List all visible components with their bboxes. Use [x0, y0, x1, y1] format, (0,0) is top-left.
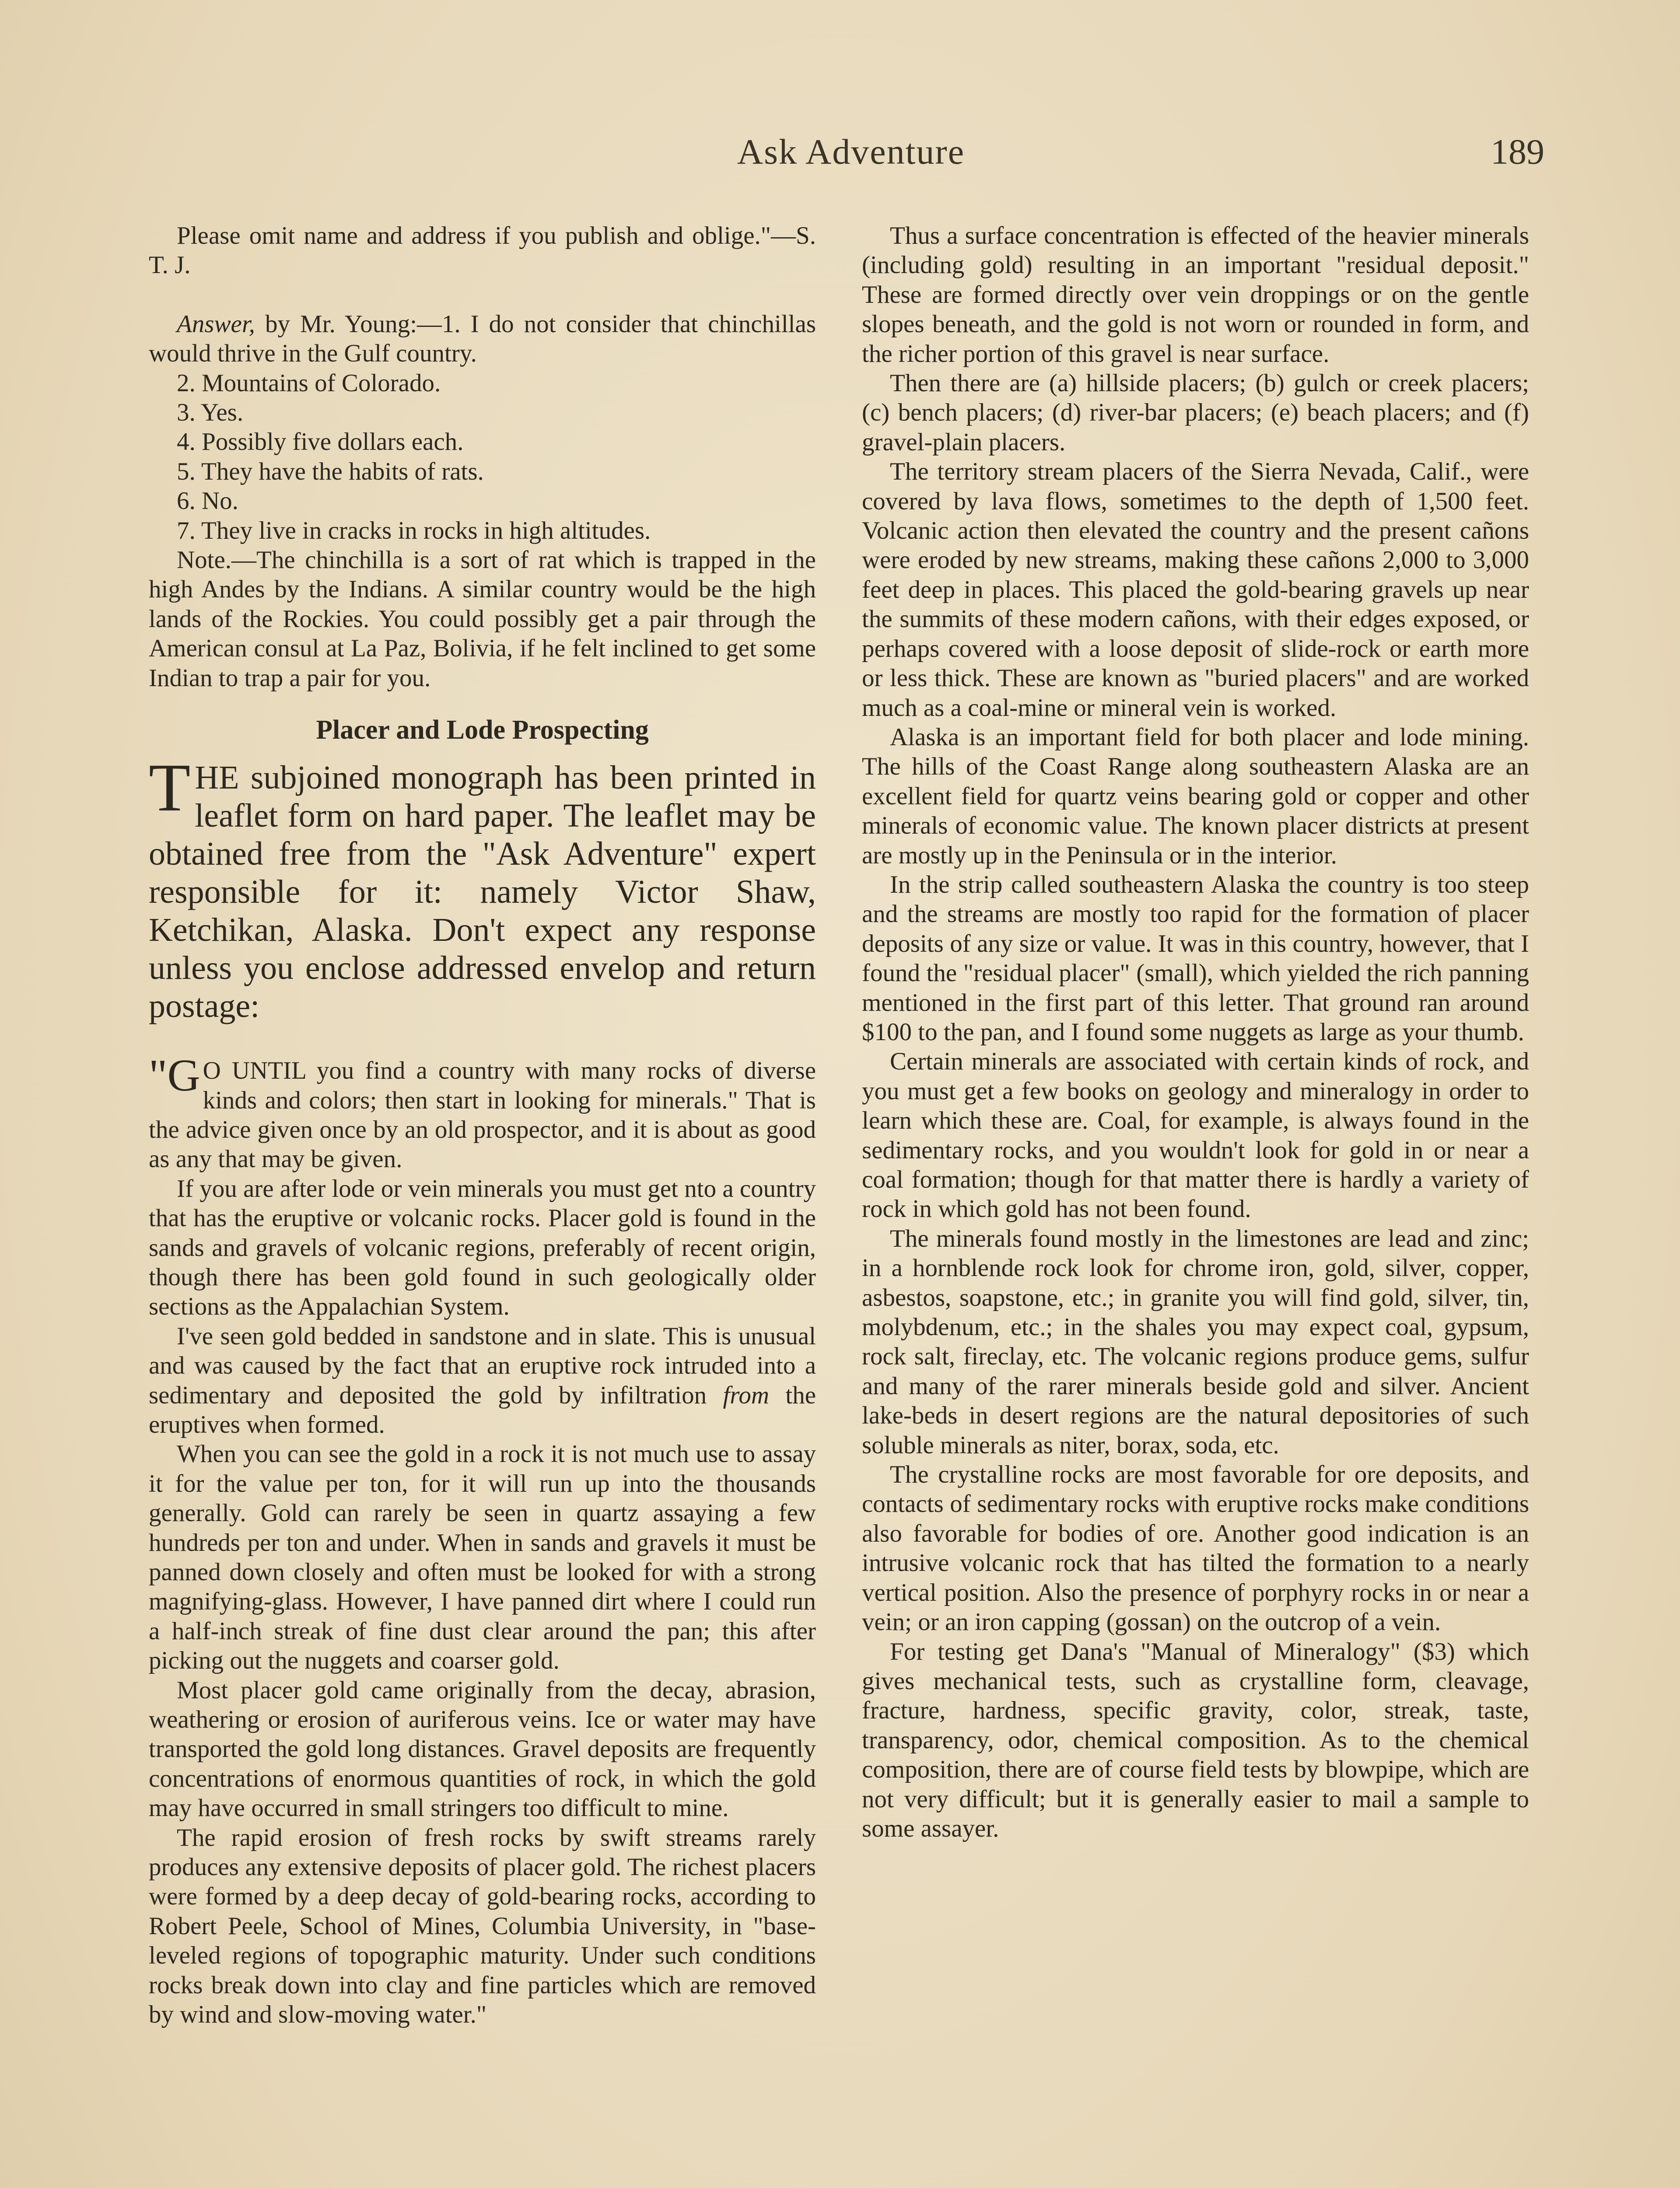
body-paragraph: The crystalline rocks are most favorable for ore deposits, and contacts of sedimentary rocks with eruptive rocks make conditions also favorable for bodies of ore. Another good indication is an intrusive volcanic rock that has tilted the formation to a nearly vertical position. Also the presence of porphyry rocks in or near a vein; or an iron capping (gossan) on the outcrop of a vein.	[862, 1461, 1529, 1636]
section-title: Placer and Lode Prospecting	[316, 715, 649, 745]
answer-text: by Mr. Young:—1. I do not consider that chinchillas would thrive in the Gulf country.	[149, 310, 816, 368]
quote-text: O UNTIL you find a country with many rocks of diverse kinds and colors; then start in looking for minerals." That is the advice given once by an old prospector, and it is about as good as any that may be given.	[149, 1057, 816, 1173]
answer-item: 6. No.	[177, 487, 238, 515]
body-paragraph: Thus a surface concentration is effected of the heavier minerals (including gold) resulting in an important "residual deposit." These are formed directly over vein droppings or on the gentle slopes beneath, and the gold is not worn or rounded in form, and the richer portion of this gravel is near surface.	[862, 222, 1529, 368]
body-paragraph: When you can see the gold in a rock it is not much use to assay it for the value per ton, for it will run up into the thousands generally. Gold can rarely be seen in quartz assaying a few hundreds per ton and under. When in sands and gravels it must be panned down closely and often must be looked for with a strong magnifying-glass. However, I have panned dirt where I could run a half-inch streak of fine dust clear around the pan; this after picking out the nuggets and coarser gold.	[149, 1440, 816, 1675]
answer-item: 3. Yes.	[177, 399, 244, 427]
letter-closing: Please omit name and address if you publish and oblige."—S. T. J.	[149, 222, 816, 279]
right-column	[862, 221, 1529, 1843]
body-paragraph: Certain minerals are associated with certain kinds of rock, and you must get a few books on geology and mineralogy in order to learn which these are. Coal, for example, is always found in the sedimentary rocks, and you wouldn't look for gold in or near a coal formation; though for that matter there is hardly a variety of rock in which gold has not been found.	[862, 1048, 1529, 1223]
note-paragraph: Note.—The chinchilla is a sort of rat which is trapped in the high Andes by the Indians. A similar country would be the high lands of the Rockies. You could possibly get a pair through the American consul at La Paz, Bolivia, if he felt inclined to get some Indian to trap a pair for you.	[149, 546, 816, 692]
quote-paragraph	[149, 1050, 816, 1174]
body-paragraph: If you are after lode or vein minerals you must get nto a country that has the eruptive or volcanic rocks. Placer gold is found in the sands and gravels of volcanic regions, preferably of recent origin, though there has been gold found in such geologically older sections as the Appalachian System.	[149, 1175, 816, 1321]
body-paragraph: The rapid erosion of fresh rocks by swift streams rarely produces any extensive deposits of placer gold. The richest placers were formed by a deep decay of gold-bearing rocks, according to Robert Peele, School of Mines, Columbia University, in "base-leveled regions of topographic maturity. Under such conditions rocks break down into clay and fine particles which are removed by wind and slow-moving water."	[149, 1823, 816, 2029]
answer-item: 4. Possibly five dollars each.	[177, 428, 464, 456]
page-number: 189	[1491, 132, 1544, 172]
body-paragraph: Most placer gold came originally from the decay, abrasion, weathering or erosion of auriferous veins. Ice or water may have transported the gold long distances. Gravel deposits are frequently concentrations of enormous quantities of rock, in which the gold may have occurred in small stringers too difficult to mine.	[149, 1676, 816, 1822]
lead-text: HE subjoined monograph has been printed in leaflet form on hard paper. The leaflet may be obtained free from the "Ask Adventure" expert responsible for it: namely Victor Shaw, Ketchikan, Alaska. Don't expect any response unless you enclose addressed envelop and return postage:	[149, 759, 816, 1025]
body-text: I've seen gold bedded in sandstone and in slate. This is unusual and was caused by the fact that an eruptive rock intruded into a sedimentary and deposited the gold by infiltration	[149, 1322, 816, 1409]
running-head: Ask Adventure	[737, 132, 965, 172]
body-paragraph: In the strip called southeastern Alaska the country is too steep and the streams are mostly too rapid for the formation of placer deposits of any size or value. It was in this country, however, that I found the "residual placer" (small), which yielded the rich panning mentioned in the first part of this letter. That ground ran around $100 to the pan, and I found some nuggets as large as your thumb.	[862, 870, 1529, 1046]
answer-item: 5. They have the habits of rats.	[177, 457, 484, 485]
body-paragraph: The territory stream placers of the Sierra Nevada, Calif., were covered by lava flows, sometimes to the depth of 1,500 feet. Volcanic action then elevated the country and the present cañons were eroded by new streams, making these cañons 2,000 to 3,000 feet deep in places. This placed the gold-bearing gravels up near the summits of these modern cañons, with their edges exposed, or perhaps covered with a loose deposit of slide-rock or earth more or less thick. These are known as "buried placers" and are worked much as a coal-mine or mineral vein is worked.	[862, 458, 1529, 722]
body-paragraph: Then there are (a) hillside placers; (b) gulch or creek placers; (c) bench placers; (d) river-bar placers; (e) beach placers; and (f) gravel-plain placers.	[862, 369, 1529, 456]
body-paragraph: Alaska is an important field for both placer and lode mining. The hills of the Coast Range along southeastern Alaska are an excellent field for quartz veins bearing gold or copper and other minerals of economic value. The known placer districts at present are mostly up in the Peninsula or in the interior.	[862, 723, 1529, 869]
answer-intro	[149, 309, 816, 368]
body-paragraph: For testing get Dana's "Manual of Mineralogy" ($3) which gives mechanical tests, such as crystalline form, cleavage, fracture, hardness, specific gravity, color, streak, taste, transparency, odor, chemical composition. As to the chemical composition, there are of course field tests by blowpipe, which are not very difficult; but it is generally easier to mail a sample to some assayer.	[862, 1637, 1529, 1842]
drop-cap: "G	[149, 1050, 200, 1101]
emphasis-text: from	[723, 1381, 770, 1409]
lead-paragraph	[149, 750, 816, 1025]
body-text: the eruptives when formed.	[149, 1381, 816, 1438]
answer-item: 7. They live in cracks in rocks in high altitudes.	[177, 516, 651, 544]
answer-label: Answer,	[177, 310, 255, 338]
body-paragraph	[149, 1322, 816, 1440]
left-column	[149, 221, 816, 2030]
body-paragraph: The minerals found mostly in the limestones are lead and zinc; in a hornblende rock look for chrome iron, gold, silver, copper, asbestos, soapstone, etc.; in granite you will find gold, silver, tin, molybdenum, etc.; in the shales you may expect coal, gypsum, rock salt, fireclay, etc. The volcanic regions produce gems, sulfur and many of the rarer minerals beside gold and silver. Ancient lake-beds in desert regions are the natural depositories of such soluble minerals as niter, borax, soda, etc.	[862, 1224, 1529, 1459]
page-header	[158, 131, 1544, 188]
drop-cap: T	[149, 750, 191, 826]
answer-item: 2. Mountains of Colorado.	[177, 369, 441, 397]
